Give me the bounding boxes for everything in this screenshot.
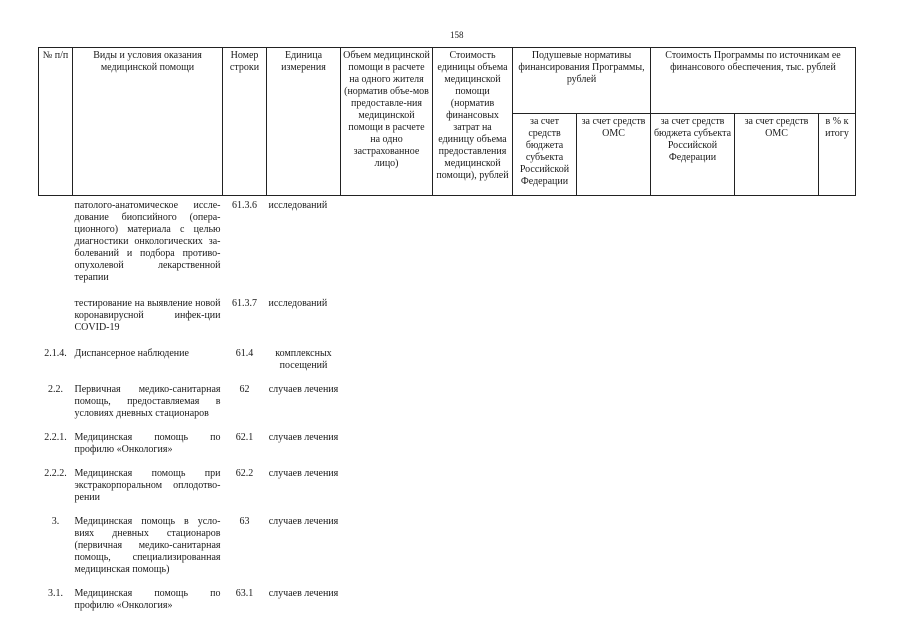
table-row xyxy=(39,516,856,588)
row-name: Медицинская помощь при экстракорпоральном оплодотво-рении xyxy=(74,468,221,503)
header-cost: Стоимость единицы объема медицинской помощи (норматив финансовых затрат на единицу объема предоставления медицинской помощи), рублей xyxy=(433,48,513,196)
header-line: Номер строки xyxy=(223,48,267,196)
row-line: 61.3.7 xyxy=(232,298,257,309)
table-row xyxy=(39,298,856,348)
row-unit: случаев лечения xyxy=(268,432,339,443)
row-num: 2.1.4. xyxy=(44,348,67,359)
header-program-budget: за счет средств бюджета субъекта Российской Федерации xyxy=(651,114,735,196)
row-line: 63.1 xyxy=(235,588,254,599)
table-row xyxy=(39,432,856,468)
row-unit: случаев лечения xyxy=(268,384,339,395)
page-number: 158 xyxy=(450,30,464,40)
header-unit: Единица измерения xyxy=(267,48,341,196)
row-unit: случаев лечения xyxy=(268,588,339,599)
row-num: 2.2.1. xyxy=(44,432,67,443)
row-line: 61.4 xyxy=(235,348,254,359)
row-line: 62.1 xyxy=(235,432,254,443)
table-row xyxy=(39,200,856,298)
row-name: Диспансерное наблюдение xyxy=(74,348,189,359)
program-cost-table xyxy=(38,47,856,624)
row-num: 3. xyxy=(51,516,60,527)
row-num: 2.2.2. xyxy=(44,468,67,479)
header-group-percapita: Подушевые нормативы финансирования Программы, рублей xyxy=(513,48,651,114)
row-name: Медицинская помощь по профилю «Онкология» xyxy=(74,432,221,455)
header-name: Виды и условия оказания медицинской помощи xyxy=(73,48,223,196)
row-name: Медицинская помощь по профилю «Онкология» xyxy=(74,588,221,611)
row-name: Первичная медико-санитарная помощь, предоставляемая в условиях дневных стационаров xyxy=(74,384,221,419)
header-group-program: Стоимость Программы по источникам ее финансового обеспечения, тыс. рублей xyxy=(651,48,856,114)
row-line: 63 xyxy=(239,516,250,527)
row-num: 2.2. xyxy=(48,384,63,395)
row-unit: исследований xyxy=(268,298,328,309)
table-row xyxy=(39,348,856,384)
row-name: Медицинская помощь в усло-виях дневных стационаров (первичная медико-санитарная помощь, специализированная медицинская помощь) xyxy=(74,516,221,575)
row-unit: исследований xyxy=(268,200,328,211)
row-num xyxy=(39,298,73,348)
header-percapita-budget: за счет средств бюджета субъекта Российской Федерации xyxy=(513,114,577,196)
row-num xyxy=(39,200,73,298)
header-percapita-oms: за счет средств ОМС xyxy=(577,114,651,196)
row-unit: случаев лечения xyxy=(268,468,339,479)
header-num: № п/п xyxy=(39,48,73,196)
table-row xyxy=(39,588,856,624)
table-row xyxy=(39,468,856,516)
row-num: 3.1. xyxy=(48,588,63,599)
row-unit: случаев лечения xyxy=(268,516,339,527)
row-unit: комплексных посещений xyxy=(275,348,332,371)
row-line: 61.3.6 xyxy=(232,200,257,211)
row-name: патолого-анатомическое иссле-дование биопсийного (опера-ционного) материала с целью диагностики онкологических за-болеваний и подбора противо-опухолевой лекарственной терапии xyxy=(74,200,221,283)
header-volume: Объем медицинской помощи в расчете на одного жителя (норматив объе-мов предоставле-ния медицинской помощи в расчете на одно застрахованное лицо) xyxy=(341,48,433,196)
row-line: 62 xyxy=(239,384,250,395)
header-program-oms: за счет средств ОМС xyxy=(735,114,819,196)
table-row xyxy=(39,384,856,432)
row-name: тестирование на выявление новой коронавирусной инфек-ции COVID-19 xyxy=(74,298,221,333)
header-program-percent: в % к итогу xyxy=(819,114,856,196)
row-line: 62.2 xyxy=(235,468,254,479)
